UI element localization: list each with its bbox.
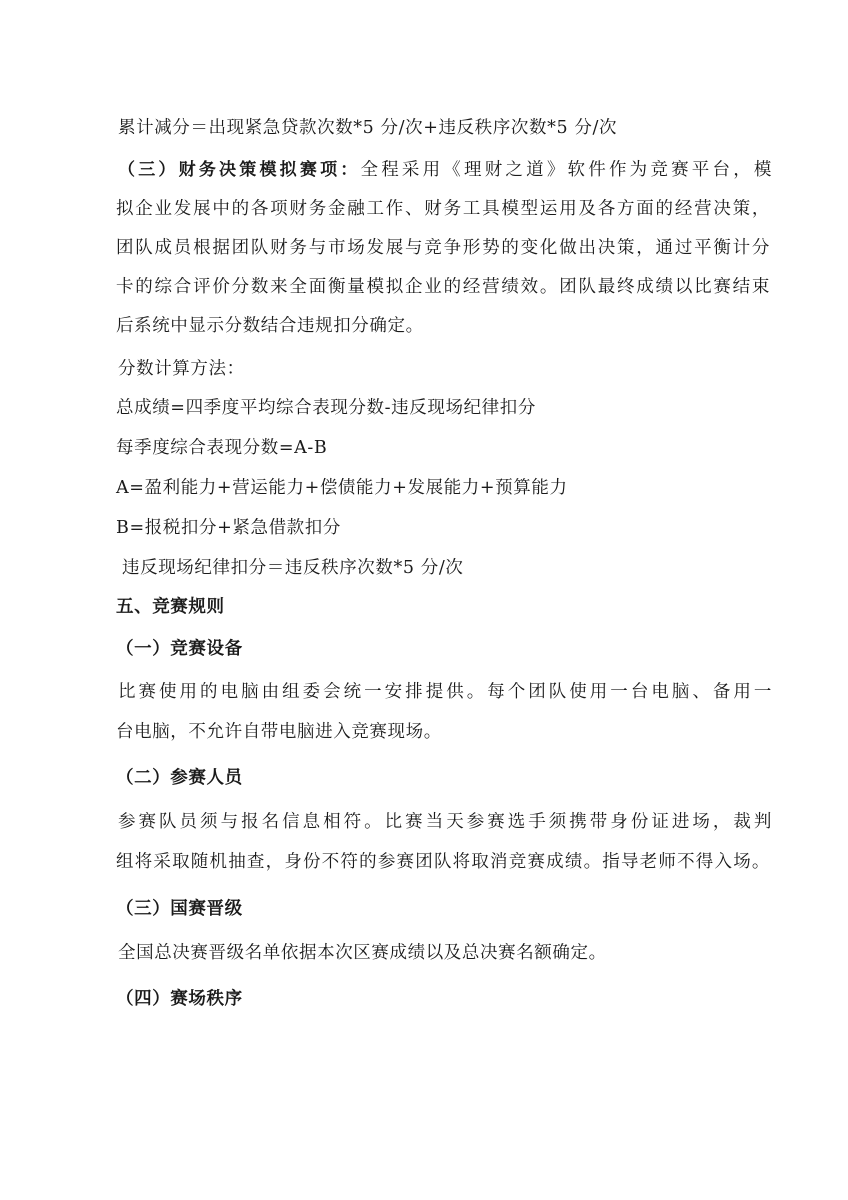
participants-line-1: 参赛队员须与报名信息相符。比赛当天参赛选手须携带身份证进场，裁判 [118,812,772,832]
paragraph-finance-line-3: 团队成员根据团队财务与市场发展与竞争形势的变化做出决策，通过平衡计分 [116,238,770,258]
paragraph-finance-line-5: 后系统中显示分数结合违规扣分确定。 [116,316,424,336]
finance-line-1-text: 全程采用《理财之道》软件作为竞赛平台，模 [360,160,773,180]
formula-quarter-score: 每季度综合表现分数=A-B [116,438,328,458]
subsection-national-title: （三）国赛晋级 [116,899,243,919]
finance-section-label: （三）财务决策模拟赛项： [118,160,361,180]
formula-b: B=报税扣分+紧急借款扣分 [116,518,341,538]
equipment-line-1: 比赛使用的电脑由组委会统一安排提供。每个团队使用一台电脑、备用一 [118,682,772,702]
subsection-order-title: （四）赛场秩序 [116,989,243,1009]
subsection-participants-title: （二）参赛人员 [116,768,243,788]
formula-total-score: 总成绩=四季度平均综合表现分数-违反现场纪律扣分 [116,398,536,418]
deduction-formula: 累计减分＝出现紧急贷款次数*5 分/次+违反秩序次数*5 分/次 [118,118,618,138]
national-line-1: 全国总决赛晋级名单依据本次区赛成绩以及总决赛名额确定。 [118,943,607,963]
paragraph-finance-line-1 [118,159,772,181]
section-five-title: 五、竞赛规则 [116,597,225,617]
calc-method-title: 分数计算方法： [118,359,245,379]
paragraph-finance-line-2: 拟企业发展中的各项财务金融工作、财务工具模型运用及各方面的经营决策， [116,199,770,219]
equipment-line-2: 台电脑，不允许自带电脑进入竞赛现场。 [116,722,442,742]
formula-discipline-deduction: 违反现场纪律扣分＝违反秩序次数*5 分/次 [122,558,464,578]
formula-a: A=盈利能力+营运能力+偿债能力+发展能力+预算能力 [116,478,568,498]
subsection-equipment-title: （一）竞赛设备 [116,639,243,659]
paragraph-finance-line-4: 卡的综合评价分数来全面衡量模拟企业的经营绩效。团队最终成绩以比赛结束 [116,277,770,297]
participants-line-2: 组将采取随机抽查，身份不符的参赛团队将取消竞赛成绩。指导老师不得入场。 [116,852,770,872]
